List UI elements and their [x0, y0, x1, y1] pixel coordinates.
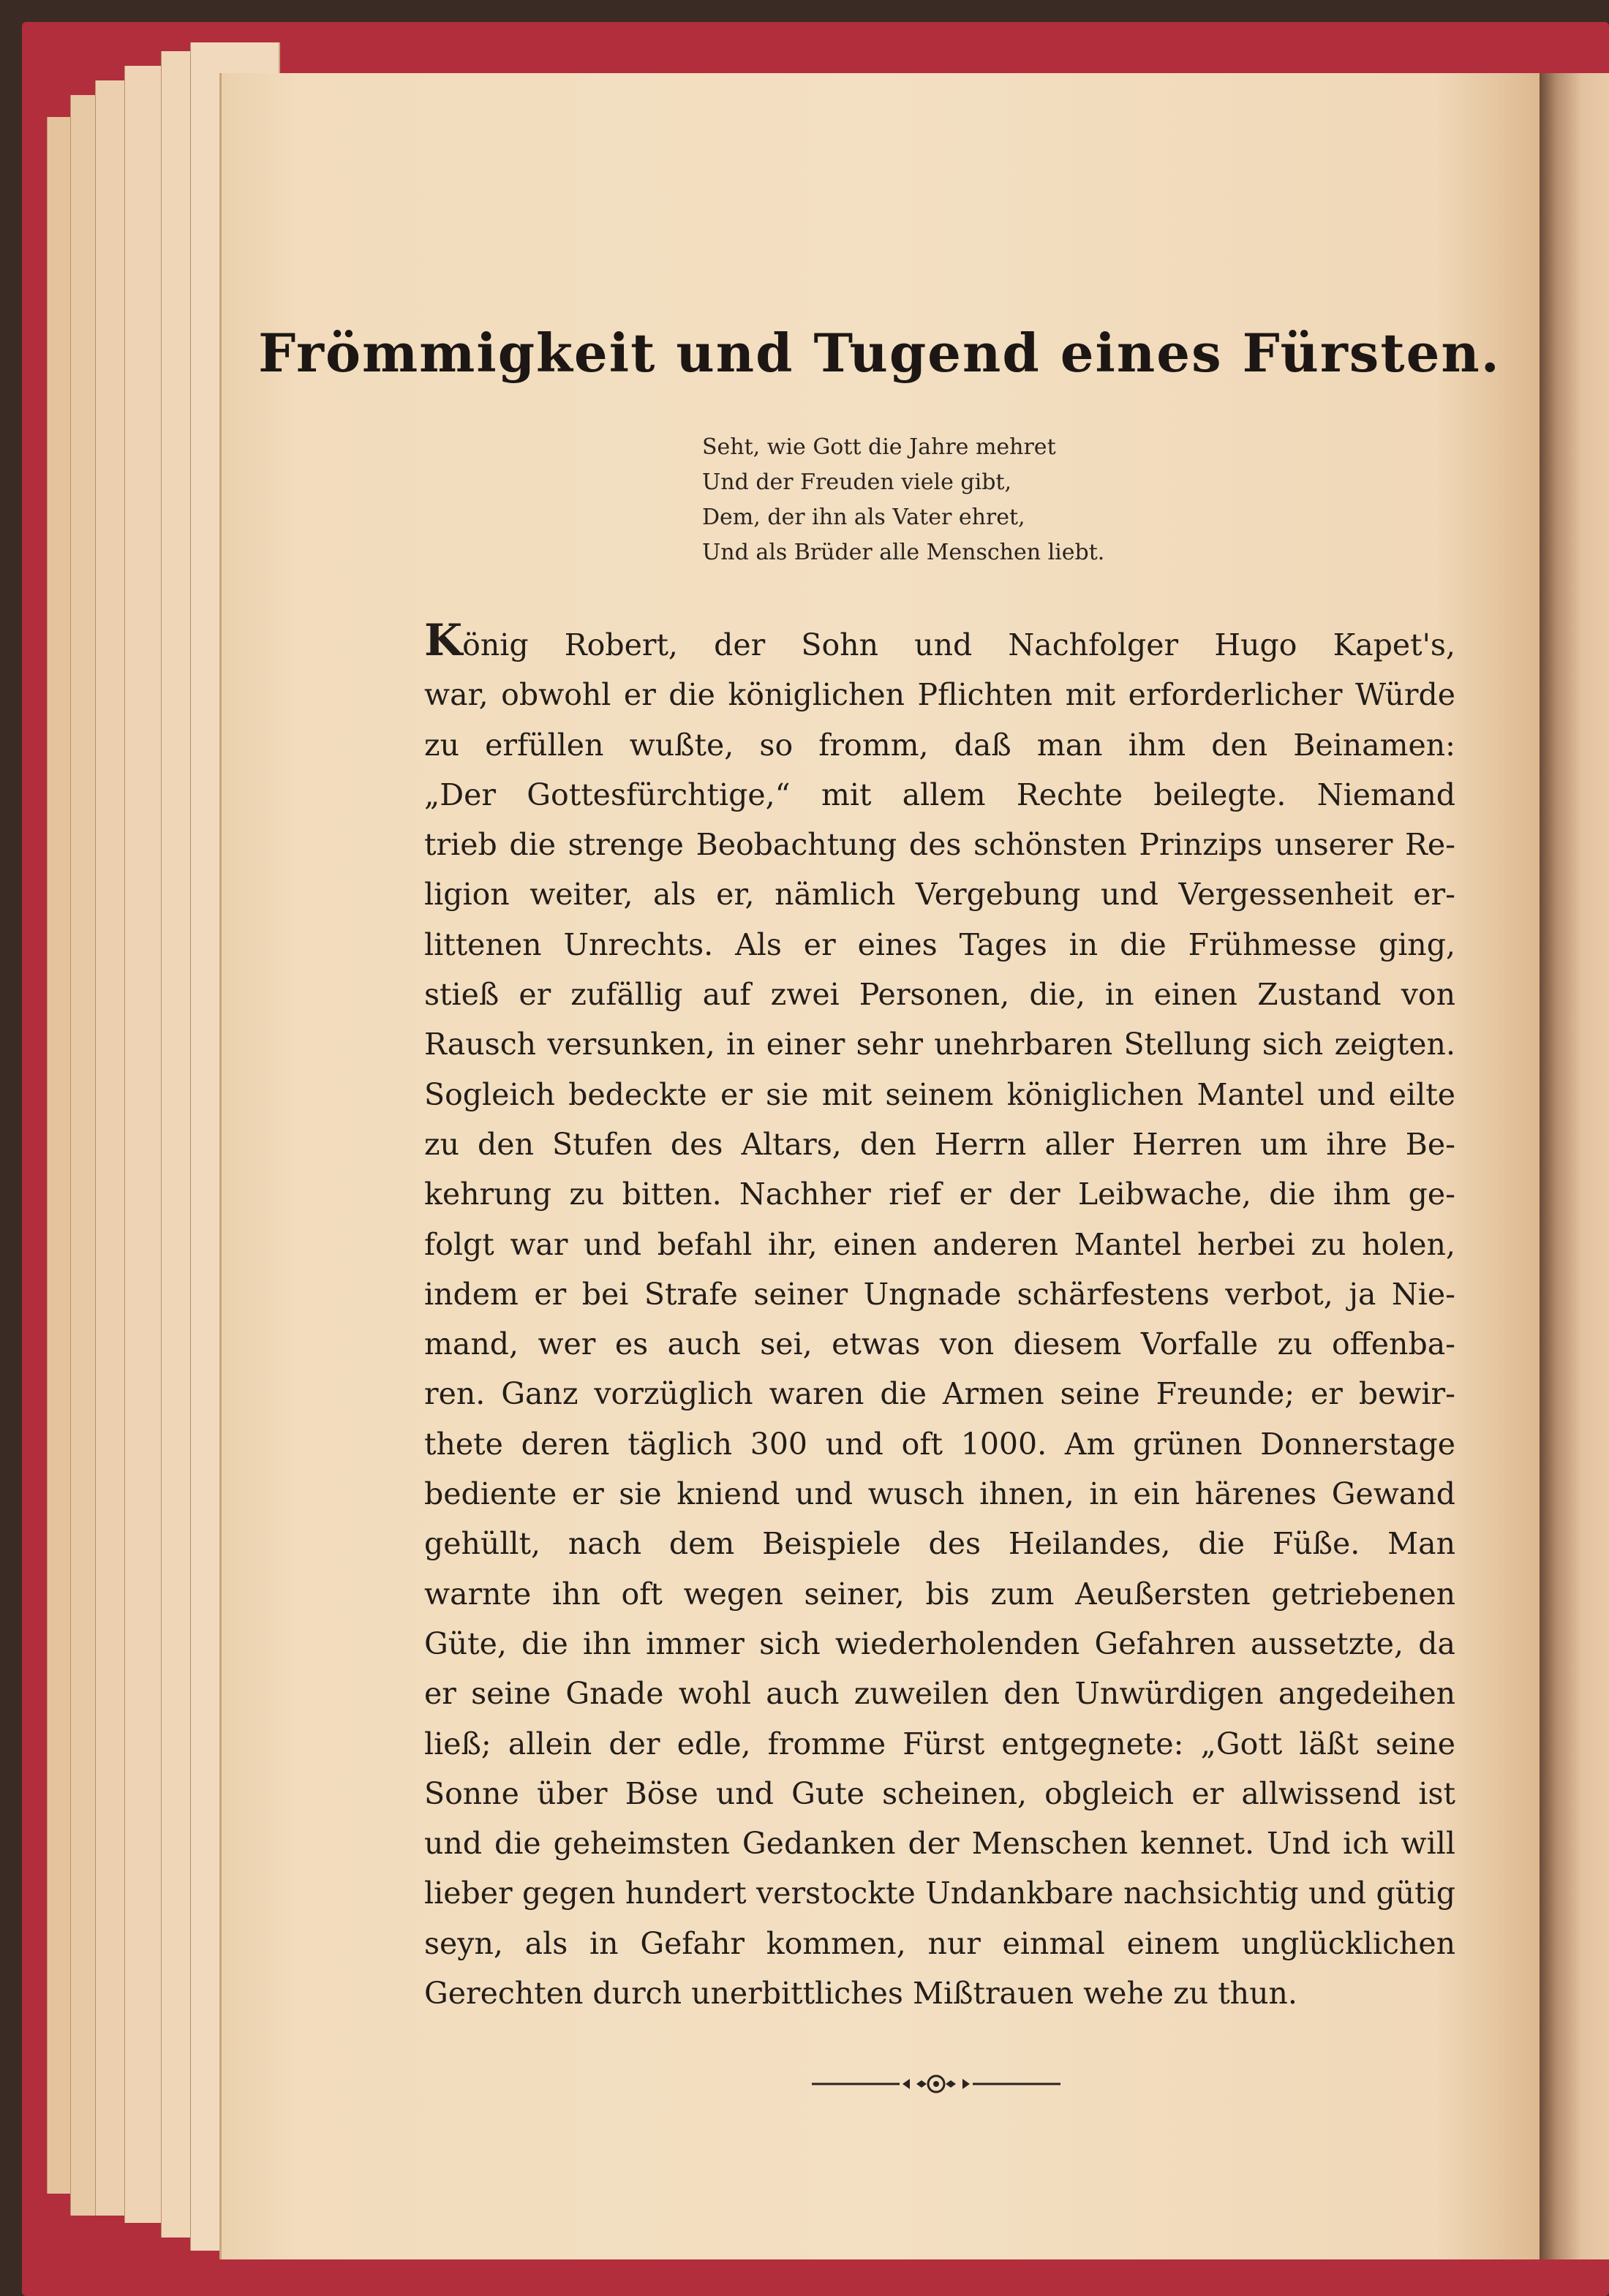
text-line: thete deren täglich 300 und oft 1000. Am grünen Donnerstage: [424, 1426, 1455, 1462]
text-line: zu den Stufen des Altars, den Herrn aller Herren um ihre Be-: [424, 1126, 1455, 1162]
drop-initial: K: [424, 620, 463, 666]
text-line: zu erfüllen wußte, so fromm, daß man ihm den Beinamen:: [424, 727, 1455, 763]
text-line: ließ; allein der edle, fromme Fürst entgegnete: „Gott läßt seine: [424, 1726, 1455, 1761]
text-line: war, obwohl er die königlichen Pflichten mit erforderlicher Würde: [424, 677, 1455, 713]
text-line: bediente er sie kniend und wusch ihnen, in ein härenes Gewand: [424, 1476, 1455, 1512]
text-line: ren. Ganz vorzüglich waren die Armen seine Freunde; er bewir-: [424, 1376, 1455, 1412]
epigraph-line: Und als Brüder alle Menschen liebt.: [702, 540, 1105, 565]
epigraph-line: Seht, wie Gott die Jahre mehret: [702, 434, 1056, 460]
page-title: Frömmigkeit und Tugend eines Fürsten.: [258, 322, 1501, 384]
text-line: er seine Gnade wohl auch zuweilen den Unwürdigen angedeihen: [424, 1676, 1455, 1712]
text-line: mand, wer es auch sei, etwas von diesem Vorfalle zu offenba-: [424, 1326, 1455, 1362]
text-line: [424, 620, 1455, 670]
facing-page-edge: [1540, 73, 1609, 2259]
text-line: ligion weiter, als er, nämlich Vergebung und Vergessenheit er-: [424, 877, 1455, 913]
text-line: folgt war und befahl ihr, einen anderen Mantel herbei zu holen,: [424, 1226, 1455, 1262]
text-line: lieber gegen hundert verstockte Undankbare nachsichtig und gütig: [424, 1876, 1455, 1911]
text-line: und die geheimsten Gedanken der Menschen kennet. Und ich will: [424, 1826, 1455, 1862]
text-line-content: önig Robert, der Sohn und Nachfolger Hugo Kapet's,: [462, 627, 1455, 662]
text-line: seyn, als in Gefahr kommen, nur einmal einem unglücklichen: [424, 1925, 1455, 1961]
text-line: Güte, die ihn immer sich wiederholenden Gefahren aussetzte, da: [424, 1625, 1455, 1661]
end-ornament-icon: [812, 2073, 1060, 2095]
text-line: gehüllt, nach dem Beispiele des Heilandes, die Füße. Man: [424, 1526, 1455, 1562]
text-line: kehrung zu bitten. Nachher rief er der Leibwache, die ihm ge-: [424, 1177, 1455, 1212]
epigraph-line: Dem, der ihn als Vater ehret,: [702, 505, 1025, 530]
text-line: warnte ihn oft wegen seiner, bis zum Aeußersten getriebenen: [424, 1576, 1455, 1612]
text-line: „Der Gottesfürchtige,“ mit allem Rechte beilegte. Niemand: [424, 777, 1455, 812]
epigraph-line: Und der Freuden viele gibt,: [702, 469, 1012, 495]
text-line: Gerechten durch unerbittliches Mißtrauen wehe zu thun.: [424, 1976, 1297, 2012]
text-line: Sonne über Böse und Gute scheinen, obgleich er allwissend ist: [424, 1775, 1455, 1811]
text-line: stieß er zufällig auf zwei Personen, die, in einen Zustand von: [424, 977, 1455, 1013]
text-line: indem er bei Strafe seiner Ungnade schärfestens verbot, ja Nie-: [424, 1276, 1455, 1312]
epigraph: [702, 430, 1287, 570]
text-line: Rausch versunken, in einer sehr unehrbaren Stellung sich zeigten.: [424, 1027, 1455, 1062]
text-line: littenen Unrechts. Als er eines Tages in die Frühmesse ging,: [424, 926, 1455, 962]
text-line: trieb die strenge Beobachtung des schönsten Prinzips unserer Re-: [424, 827, 1455, 863]
text-line: Sogleich bedeckte er sie mit seinem königlichen Mantel und eilte: [424, 1076, 1455, 1112]
body-text: [424, 620, 1455, 2018]
